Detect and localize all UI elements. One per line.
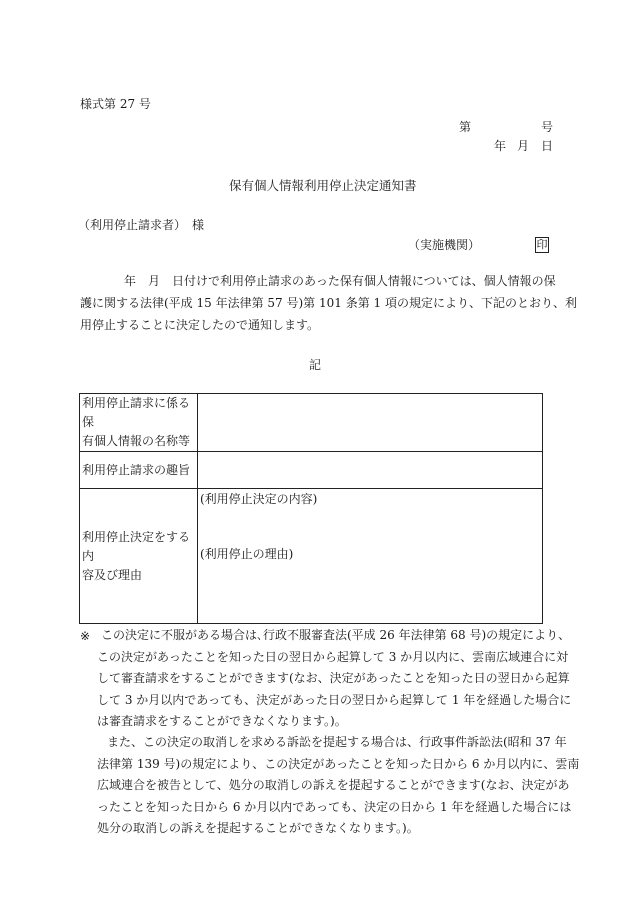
table-row: [80, 394, 543, 452]
row1-label: [80, 394, 198, 452]
seal-mark: 印: [536, 238, 548, 251]
date-nen: 年: [494, 139, 507, 153]
note1-line-2: この決定があったことを知った日の翌日から起算して 3 か月以内に、雲南広域連合に対: [97, 649, 569, 664]
date-tsuki: 月: [517, 139, 530, 153]
decision-reason-label: (利用停止の理由): [200, 547, 294, 561]
row3-label-line-2: 容及び理由: [82, 567, 143, 582]
row3-label-line-1: 利用停止決定をする内: [82, 529, 191, 563]
table-row: [80, 452, 543, 489]
ki-heading: 記: [309, 358, 322, 372]
note1-line-3: して審査請求をすることができます(なお、決定があったことを知った日の翌日から起算: [97, 671, 570, 685]
note2-line-4: ったことを知った日から 6 か月以内であっても、決定の日から 1 年を経過した場合には: [97, 799, 572, 814]
date-hi: 日: [541, 139, 554, 153]
body-paragraph: [80, 270, 577, 336]
note2-line-2: 法律第 139 号)の規定により、この決定があったことを知った日から 6 か月以内に、雲南: [97, 756, 580, 771]
note1-line-5: は審査請求をすることができなくなります。)。: [97, 714, 347, 728]
note1-line-1: この決定に不服がある場合は､行政不服審査法(平成 26 年法律第 68 号)の規定により、: [101, 628, 571, 642]
doc-number-go: 号: [541, 120, 554, 134]
recipient-line: （利用停止請求者） 様: [78, 218, 205, 232]
doc-number-dai: 第: [459, 120, 472, 134]
note2-line-1: また、この決定の取消しを求める訴訟を提起する場合は、行政事件訴訟法(昭和 37 年: [107, 735, 567, 749]
issuer-line: （実施機関）: [408, 238, 481, 252]
note-paragraph-1: [97, 625, 571, 733]
note1-line-4: して 3 か月以内であっても、決定があった日の翌日から起算して 1 年を経過した場合に: [97, 692, 572, 707]
row2-label: 利用停止請求の趣旨: [80, 452, 198, 489]
row3-label: [80, 489, 198, 624]
document-title: 保有個人情報利用停止決定通知書: [229, 178, 417, 193]
form-number: 様式第 27 号: [80, 97, 151, 111]
note2-line-5: 処分の取消しの訴えを提起することができなくなります。)。: [97, 821, 419, 835]
note-mark: ※: [80, 629, 91, 643]
body-line-2: 護に関する法律(平成 15 年法律第 57 号)第 101 条第 1 項の規定により、下記のとおり、利: [80, 296, 577, 310]
info-table: [79, 393, 543, 624]
row1-label-line-2: 有個人情報の名称等: [82, 434, 191, 448]
row3-content: [198, 489, 543, 624]
table-row: [80, 489, 543, 624]
decision-content-label: (利用停止決定の内容): [200, 492, 318, 506]
note2-line-3: 広域連合を被告として、処分の取消しの訴えを提起することができます(なお、決定があ: [97, 778, 570, 792]
row1-content: [198, 394, 543, 452]
note-paragraph-2: [97, 732, 579, 840]
row1-label-line-1: 利用停止請求に係る保: [82, 396, 191, 429]
body-line-1: 年 月 日付けで利用停止請求のあった保有個人情報については、個人情報の保: [124, 274, 556, 288]
body-line-3: 用停止することに決定したので通知します。: [80, 318, 320, 332]
row2-content: [198, 452, 543, 489]
